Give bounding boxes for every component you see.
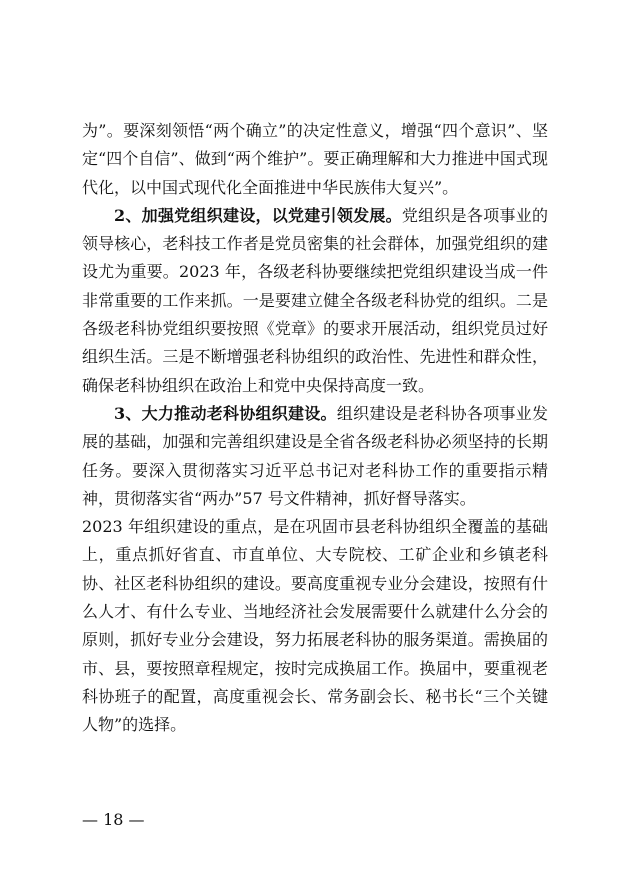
paragraph-continuation: 为”。要深刻领悟“两个确立”的决定性意义，增强“四个意识”、坚定“四个自信”、做到“两个维护”。要正确理解和大力推进中国式现代化，以中国式现代化全面推进中华民族伟大复兴”。: [82, 121, 548, 197]
paragraph-2023-focus: 2023 年组织建设的重点，是在巩固市县老科协组织全覆盖的基础上，重点抓好省直、市直单位、大专院校、工矿企业和乡镇老科协、社区老科协组织的建设。要高度重视专业分会建设，按照有什么人才、有什么专业、当地经济社会发展需要什么就建什么分会的原则，抓好专业分会建设，努力拓展老科协的服务渠道。需换届的市、县，要按照章程规定，按时完成换届工作。换届中，要重视老科协班子的配置，高度重视会长、常务副会长、秘书长“三个关键人物”的选择。: [82, 517, 548, 735]
page-number: — 18 —: [82, 810, 145, 829]
heading-party-building: 2、加强党组织建设，以党建引领发展。: [114, 205, 402, 225]
document-body: [82, 117, 548, 740]
paragraph-party-building: [82, 202, 548, 400]
paragraph-party-building-body: 党组织是各项事业的领导核心，老科技工作者是党员密集的社会群体，加强党组织的建设尤为重要。2023 年，各级老科协要继续把党组织建设当成一件非常重要的工作来抓。一是要建立健全各级老科协党的组织。二是各级老科协党组织要按照《党章》的要求开展活动，组织党员过好组织生活。三是不断增强老科协组织的政治性、先进性和群众性，确保老科协组织在政治上和党中央保持高度一致。: [82, 205, 548, 395]
heading-organization-building: 3、大力推动老科协组织建设。: [114, 403, 337, 423]
paragraph-organization-building-body: 组织建设是老科协各项事业发展的基础，加强和完善组织建设是全省各级老科协必须坚持的长期任务。要深入贯彻落实习近平总书记对老科协工作的重要指示精神，贯彻落实省“两办”57 号文件精神，抓好督导落实。: [82, 403, 548, 508]
paragraph-organization-building: [82, 400, 548, 513]
